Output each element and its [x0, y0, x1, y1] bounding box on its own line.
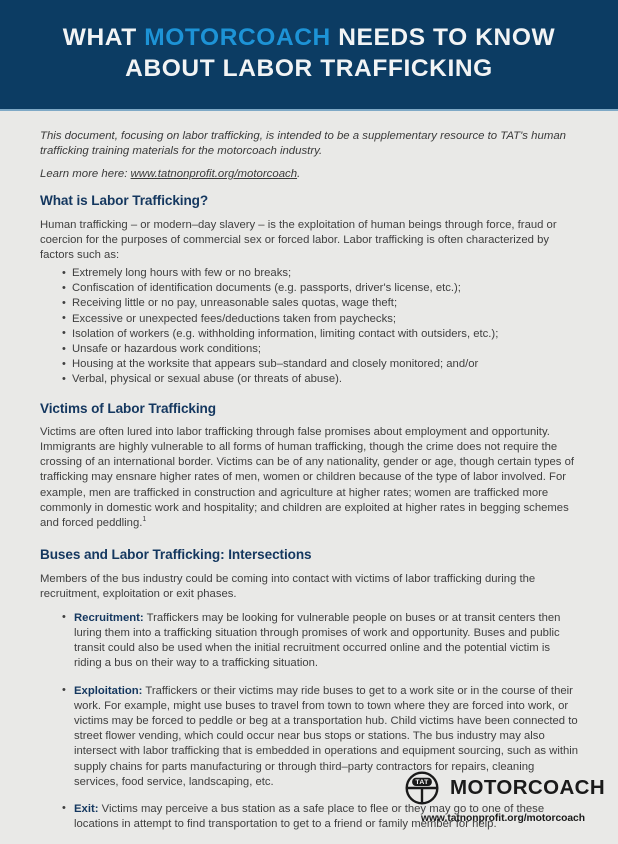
svg-text:TAT: TAT: [415, 779, 429, 787]
footer-url: www.tatnonprofit.org/motorcoach: [421, 813, 585, 825]
phase-label-recruitment: Recruitment:: [74, 611, 144, 624]
list-item: • Receiving little or no pay, unreasonable sales quotas, wage theft;: [62, 296, 580, 311]
header-banner: [0, 0, 618, 111]
phase-text-recruitment: Traffickers may be looking for vulnerable people on buses or at transit centers then luring them into a trafficking situation through promises of work and opportunity. Buses and public transit could also be used when the initial recruitment occurred online and the potential victim is riding a bus on their way to a trafficking situation.: [74, 611, 561, 670]
intro-paragraph: This document, focusing on labor trafficking, is intended to be a supplementary resource to TAT's human trafficking training materials for the motorcoach industry.: [40, 129, 566, 157]
list-item-recruitment: [62, 611, 580, 672]
title-accent-motorcoach: MOTORCOACH: [144, 24, 331, 51]
title-part-before: WHAT: [62, 24, 145, 51]
what-is-paragraph: Human trafficking – or modern–day slavery – is the exploitation of human beings through force, fraud or coercion for the purposes of commercial sex or forced labor. Labor trafficking is often characterized by factors such as:: [40, 218, 557, 261]
title-part-after: NEEDS TO KNOW: [330, 24, 556, 51]
list-item: • Verbal, physical or sexual abuse (or threats of abuse).: [62, 372, 580, 387]
phase-label-exit: Exit:: [74, 802, 99, 815]
phase-text-exit: Victims may perceive a bus station as a safe place to flee or they may go to one of these locations in attempt to find transportation to get to a friend or family member for help.: [74, 802, 545, 831]
list-item: • Housing at the worksite that appears sub–standard and closely monitored; and/or: [62, 357, 580, 372]
footer-logo-block: [403, 771, 606, 825]
list-item: • Excessive or unexpected fees/deductions taken from paychecks;: [62, 312, 580, 327]
section-heading-what-is-labor-trafficking: What is Labor Trafficking?: [40, 193, 209, 209]
victims-paragraph-text: Victims are often lured into labor trafficking through false promises about employment and opportunity. Immigrants are highly vulnerable to all forms of human trafficking, though the crime does not require the crossing of an international border. Victims can be of any nationality, gender or age, though certain types of trafficking may ensnare higher rates of men, women or children because of the type of labor involved. For example, men are trafficked in construction and agriculture at higher rates; women are trafficked more commonly in domestic work and hospitality; and children are exploited at higher rates in begging schemes and forced peddling.: [40, 425, 574, 529]
learn-more-line: [40, 167, 580, 182]
phase-label-exploitation: Exploitation:: [74, 684, 143, 697]
section-heading-buses-and-labor-trafficking: Buses and Labor Trafficking: Intersections: [40, 547, 312, 563]
list-item: • Unsafe or hazardous work conditions;: [62, 342, 580, 357]
labor-trafficking-indicators-list: [40, 266, 580, 388]
list-item: • Extremely long hours with few or no breaks;: [62, 266, 580, 281]
document-body: [0, 111, 618, 844]
learn-more-period: .: [297, 168, 301, 181]
section-heading-victims-of-labor-trafficking: Victims of Labor Trafficking: [40, 400, 216, 416]
spacer: [40, 388, 580, 401]
victims-paragraph: [40, 425, 580, 531]
page-title-line-1: [40, 22, 578, 53]
spacer: [40, 534, 580, 547]
page-title-line-2: ABOUT LABOR TRAFFICKING: [125, 55, 493, 83]
page-title: [40, 22, 578, 85]
learn-more-label: Learn more here:: [40, 168, 131, 181]
logo-wordmark: MOTORCOACH: [450, 776, 606, 800]
list-item: • Confiscation of identification documents (e.g. passports, driver's license, etc.);: [62, 281, 580, 296]
buses-paragraph: Members of the bus industry could be coming into contact with victims of labor trafficking during the recruitment, exploitation or exit phases.: [40, 572, 536, 600]
tat-motorcoach-link[interactable]: www.tatnonprofit.org/motorcoach: [130, 168, 298, 181]
list-item: • Isolation of workers (e.g. withholding information, limiting contact with outsiders, etc.);: [62, 327, 580, 342]
tat-logo-icon: [405, 771, 439, 805]
logo-row: [403, 771, 606, 805]
phase-text-exploitation: Traffickers or their victims may ride buses to get to a work site or in the course of their work. For example, might use buses to travel from town to town where they are forced into work, or victims may be forced to peddle or beg at a transportation hub. Child victims have been connected to street flower vending, which could occur near bus stops or stations. The bus industry may also intersect with labor trafficking that is embedded in operations and equipment sourcing, such as within supply chains for parts manufacturing or through third–party contractors for repairs, cleaning services, food service, landscaping, etc.: [74, 684, 579, 788]
footnote-marker: 1: [142, 516, 147, 524]
